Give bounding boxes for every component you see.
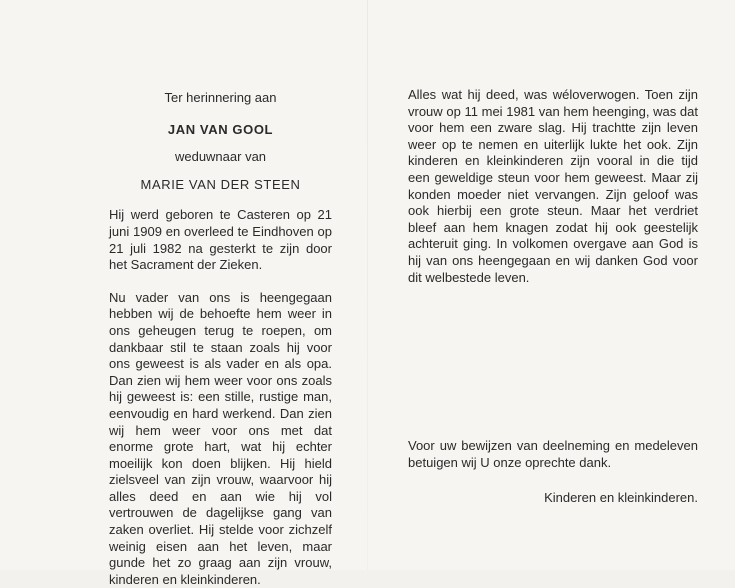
spouse-name: MARIE VAN DER STEEN <box>140 176 301 192</box>
birth-death-paragraph: Hij werd geboren te Casteren op 21 juni 1909 en overleed te Eindhoven op 21 juli 1982 na gesterkt te zijn door het Sacrament der Zieken. <box>109 207 332 273</box>
memories-paragraph: Nu vader van ons is heengegaan hebben wij de behoefte hem weer in ons geheugen terug te roepen, om dankbaar stil te staan zoals hij voor ons geweest is als vader en als opa. Dan zien wij hem weer voor ons zoals hij geweest is: een stille, rustige man, eenvoudig en hard werkend. Dan zien wij hem weer voor ons met dat enorme grote hart, wat hij echter moeilijk kon doen blijken. Hij hield zielsveel van zijn vrouw, waarvoor hij alles deed en aan wie hij vol vertrouwen de dagelijkse gang van zaken overliet. Hij stelde voor zichzelf weinig eisen aan het leven, maar gunde het zo graag aan zijn vrouw, kinderen en kleinkinderen. <box>109 289 332 587</box>
left-page <box>109 90 332 588</box>
life-paragraph: Alles wat hij deed, was wéloverwogen. Toen zijn vrouw op 11 mei 1981 van hem heenging, was dat voor hem een zware slag. Hij trachtte zijn leven weer op te nemen en uiterlijk lukte het ook. Zijn kinderen en kleinkinderen zijn vooral in die tijd een geweldige steun voor hem geweest. Maar zij konden moeder niet vervangen. Zijn geloof was ook hierbij een grote steun. Maar het verdriet bleef aan hem knagen zodat hij ook geestelijk achteruit ging. In volkomen overgave aan God is hij van ons heengegaan en wij danken God voor dit welbestede leven. <box>408 87 698 285</box>
thanks-text: Voor uw bewijzen van deelneming en medeleven betuigen wij U onze oprechte dank. <box>408 438 698 470</box>
relation-text: weduwnaar van <box>174 149 267 165</box>
right-page <box>408 87 698 286</box>
thanks-block <box>408 438 698 507</box>
card-fold <box>367 0 368 570</box>
deceased-name: JAN VAN GOOL <box>167 121 274 137</box>
signoff-text: Kinderen en kleinkinderen. <box>544 490 698 506</box>
intro-text: Ter herinnering aan <box>164 90 277 105</box>
